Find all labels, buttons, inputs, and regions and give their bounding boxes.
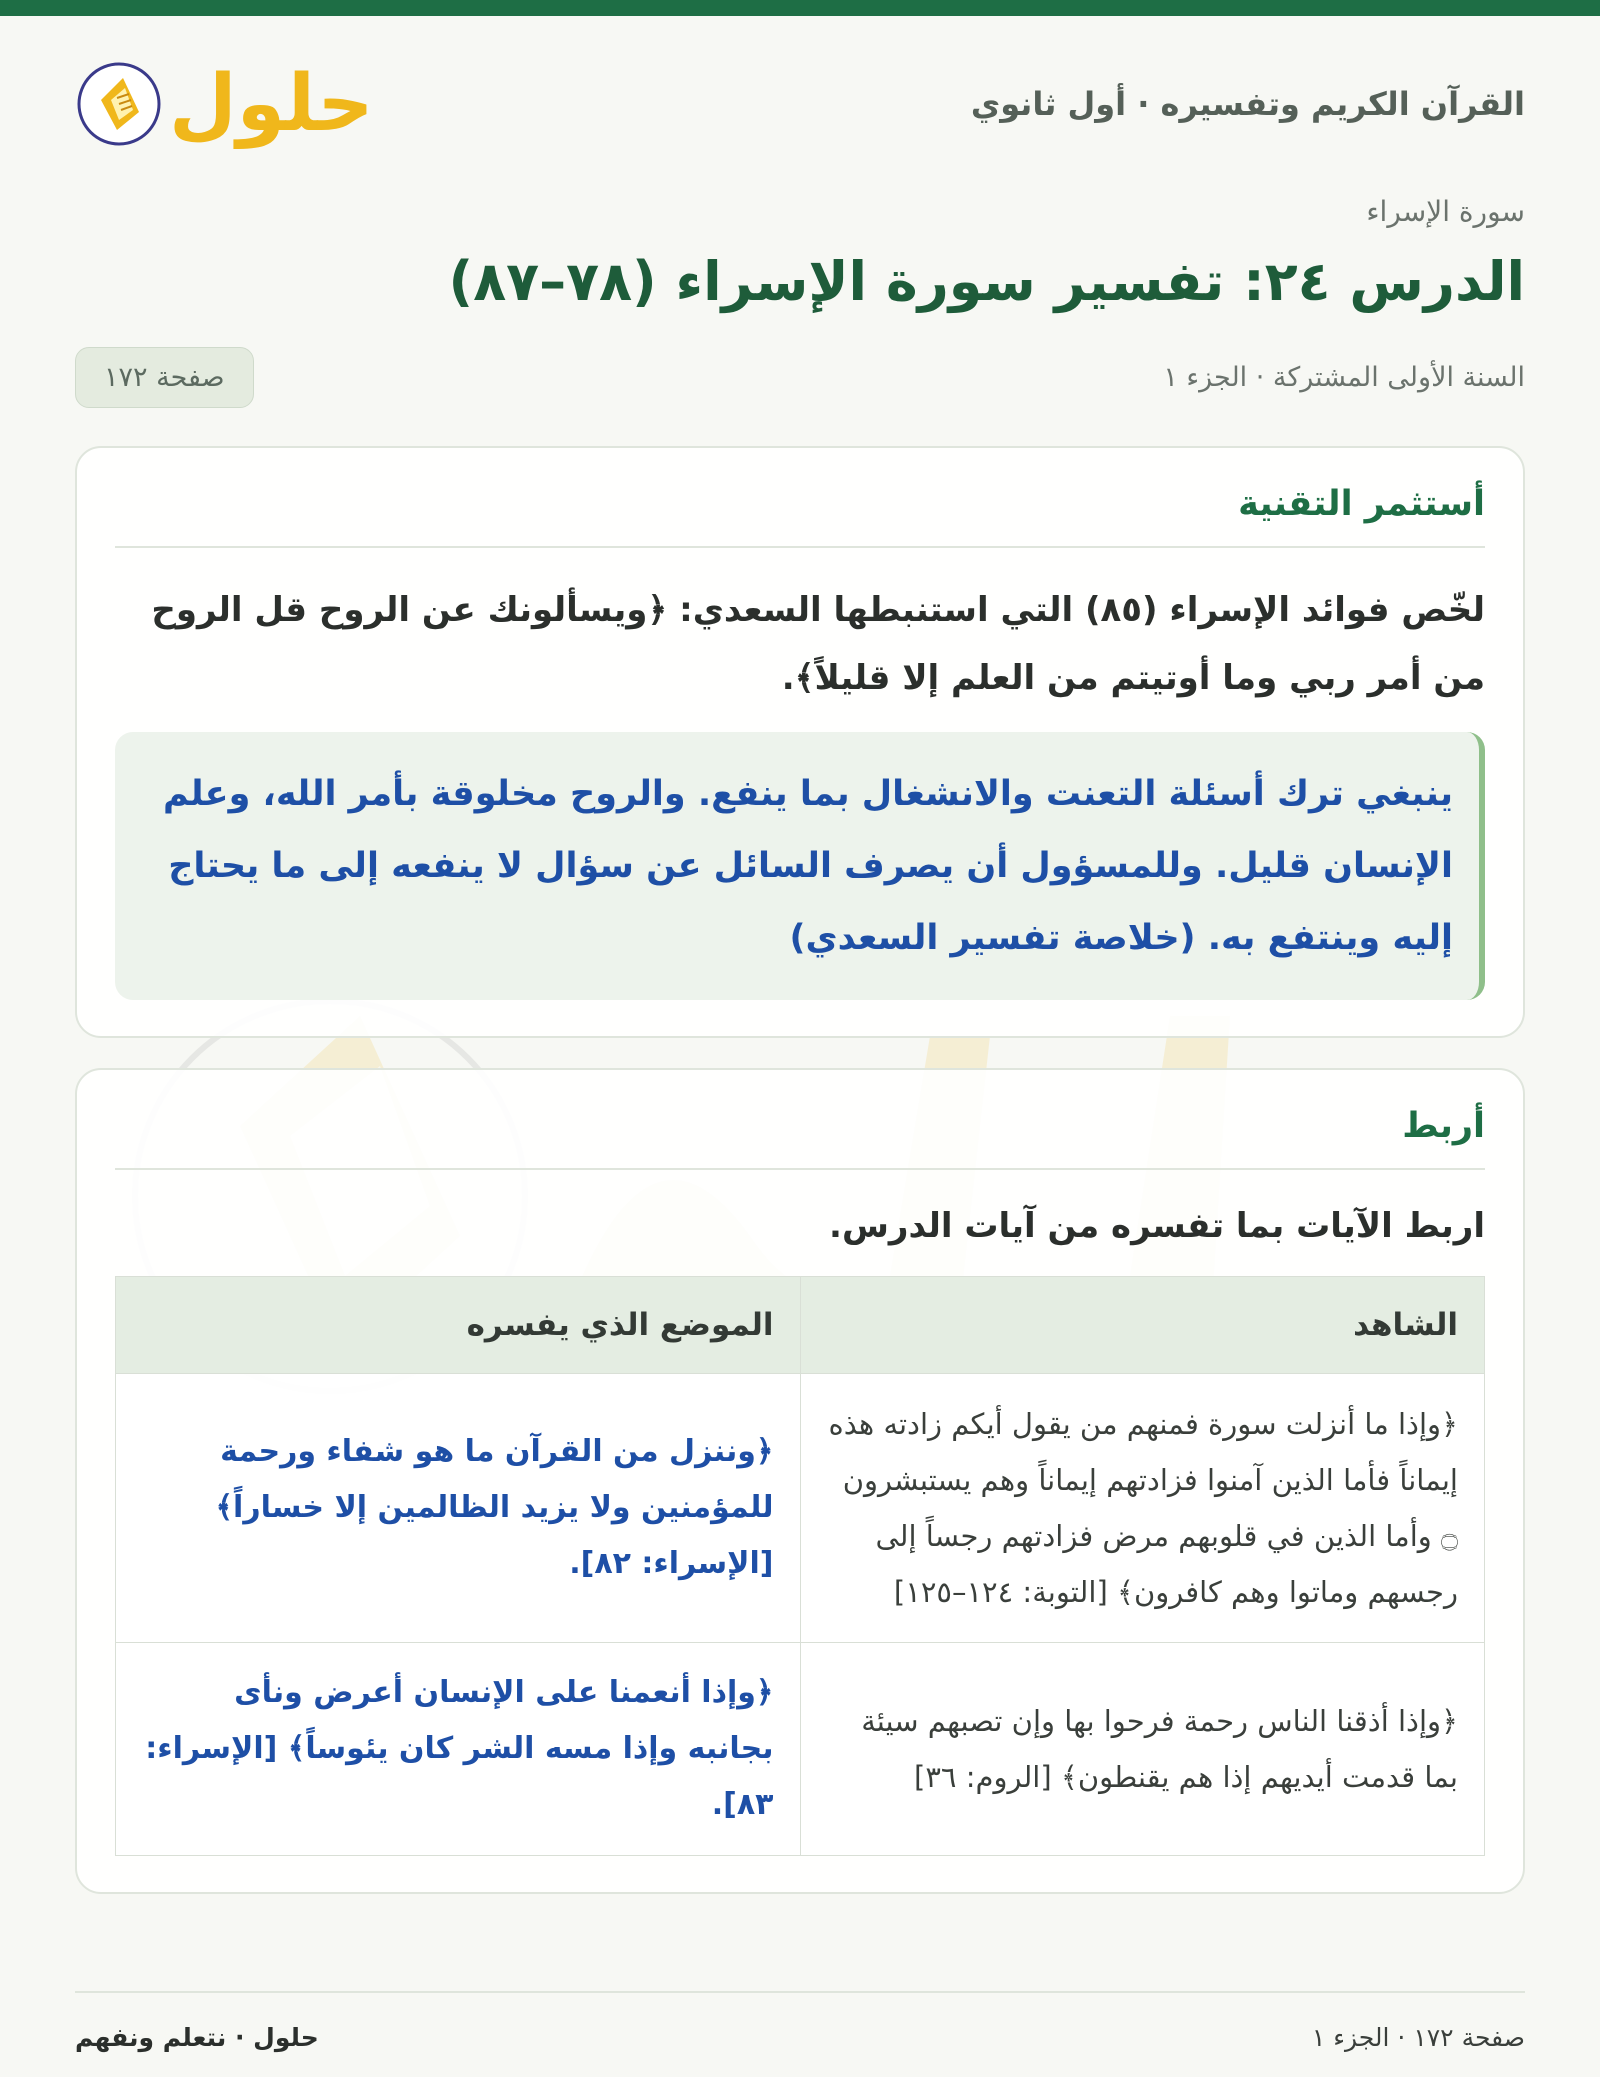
tech-card bbox=[75, 446, 1525, 1038]
page-badge: صفحة ١٧٢ bbox=[75, 347, 254, 408]
verse-cell: ﴿وإذا أنعمنا على الإنسان أعرض ونأى بجانبه وإذا مسه الشر كان يئوساً﴾ [الإسراء: ٨٣]. bbox=[116, 1643, 801, 1856]
witness-cell: ﴿وإذا ما أنزلت سورة فمنهم من يقول أيكم زادته هذه إيماناً فأما الذين آمنوا فزادتهم إيماناً وهم يستبشرون ۝ وأما الذين في قلوبهم مرض فزادتهم رجساً إلى رجسهم وماتوا وهم كافرون﴾ [التوبة: ١٢٤–١٢٥] bbox=[800, 1374, 1485, 1643]
logo-emblem-icon bbox=[75, 60, 163, 148]
table-row bbox=[116, 1374, 1485, 1643]
footer-brand: حلول · نتعلم ونفهم bbox=[75, 2023, 319, 2052]
table-row bbox=[116, 1643, 1485, 1856]
meta-row bbox=[75, 347, 1525, 408]
tech-answer: ينبغي ترك أسئلة التعنت والانشغال بما ينفع. والروح مخلوقة بأمر الله، وعلم الإنسان قليل. وللمسؤول أن يصرف السائل عن سؤال لا ينفعه إلى ما يحتاج إليه وينتفع به. (خلاصة تفسير السعدي) bbox=[115, 732, 1485, 1000]
link-table bbox=[115, 1276, 1485, 1856]
lesson-title: الدرس ٢٤: تفسير سورة الإسراء (٧٨–٨٧) bbox=[448, 250, 1525, 313]
top-header bbox=[75, 16, 1525, 181]
column-header-witness: الشاهد bbox=[800, 1277, 1485, 1374]
lesson-meta: السنة الأولى المشتركة · الجزء ١ bbox=[1163, 362, 1525, 393]
surah-name: سورة الإسراء bbox=[1366, 195, 1525, 228]
logo-text: حلول bbox=[169, 58, 374, 149]
table-header-row bbox=[116, 1277, 1485, 1374]
link-card bbox=[75, 1068, 1525, 1894]
subject-title: القرآن الكريم وتفسيره · أول ثانوي bbox=[970, 84, 1525, 123]
tech-question: لخّص فوائد الإسراء (٨٥) التي استنبطها السعدي: ﴿ويسألونك عن الروح قل الروح من أمر ربي وما أوتيتم من العلم إلا قليلاً﴾. bbox=[151, 590, 1485, 698]
link-card-title: أربط bbox=[115, 1106, 1485, 1170]
witness-cell: ﴿وإذا أذقنا الناس رحمة فرحوا بها وإن تصبهم سيئة بما قدمت أيديهم إذا هم يقنطون﴾ [الروم: ٣٦] bbox=[800, 1643, 1485, 1856]
link-instruction: اربط الآيات بما تفسره من آيات الدرس. bbox=[829, 1206, 1485, 1246]
verse-cell: ﴿وننزل من القرآن ما هو شفاء ورحمة للمؤمنين ولا يزيد الظالمين إلا خساراً﴾ [الإسراء: ٨٢]. bbox=[116, 1374, 801, 1643]
column-header-verse: الموضع الذي يفسره bbox=[116, 1277, 801, 1374]
tech-card-title: أستثمر التقنية bbox=[115, 484, 1485, 548]
footer bbox=[75, 1991, 1525, 2052]
logo bbox=[75, 60, 374, 148]
footer-page-info: صفحة ١٧٢ · الجزء ١ bbox=[1311, 2023, 1525, 2052]
